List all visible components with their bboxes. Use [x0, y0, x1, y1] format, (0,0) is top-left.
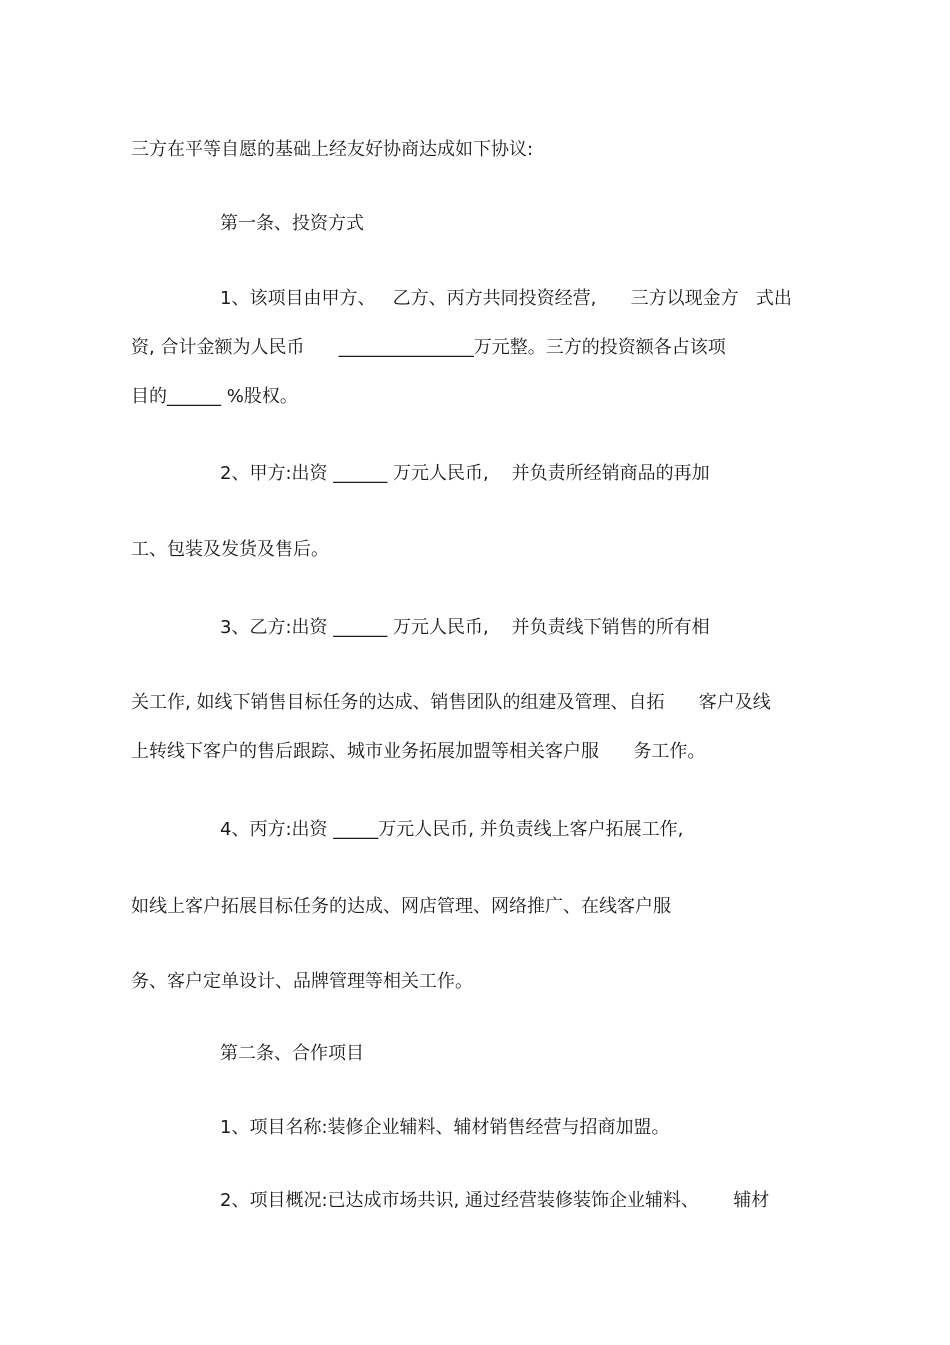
intro-paragraph: 三方在平等自愿的基础上经友好协商达成如下协议: [131, 139, 534, 160]
article-1-item-1-line-1: 1、该项目由甲方、 乙方、丙方共同投资经营, 三方以现金方 式出 [220, 288, 792, 309]
article-1-item-1-line-2: 资, 合计金额为人民币 _______________万元整。三方的投资额各占该项 [131, 337, 726, 358]
article-1-item-3-line-2: 关工作, 如线下销售目标任务的达成、销售团队的组建及管理、自拓 客户及线 [131, 692, 771, 713]
article-2-item-1: 1、项目名称:装修企业辅料、辅材销售经营与招商加盟。 [220, 1117, 670, 1138]
article-1-item-3-line-1: 3、乙方:出资 ______ 万元人民币, 并负责线下销售的所有相 [220, 617, 710, 638]
article-1-item-4-line-2: 如线上客户拓展目标任务的达成、网店管理、网络推广、在线客户服 [131, 896, 671, 917]
article-1-item-2-line-1: 2、甲方:出资 ______ 万元人民币, 并负责所经销商品的再加 [220, 463, 710, 484]
article-1-item-4-line-3: 务、客户定单设计、品牌管理等相关工作。 [131, 971, 473, 992]
article-1-item-1-line-3: 目的______ %股权。 [131, 386, 298, 407]
article-1-item-3-line-3: 上转线下客户的售后跟踪、城市业务拓展加盟等相关客户服 务工作。 [131, 741, 706, 762]
article-1-item-4-line-1: 4、丙方:出资 _____万元人民币, 并负责线上客户拓展工作, [220, 819, 684, 840]
article-2-heading: 第二条、合作项目 [220, 1043, 364, 1064]
article-2-item-2: 2、项目概况:已达成市场共识, 通过经营装修装饰企业辅料、 辅材 [220, 1190, 770, 1211]
article-1-heading: 第一条、投资方式 [220, 213, 364, 234]
article-1-item-2-line-2: 工、包装及发货及售后。 [131, 539, 329, 560]
